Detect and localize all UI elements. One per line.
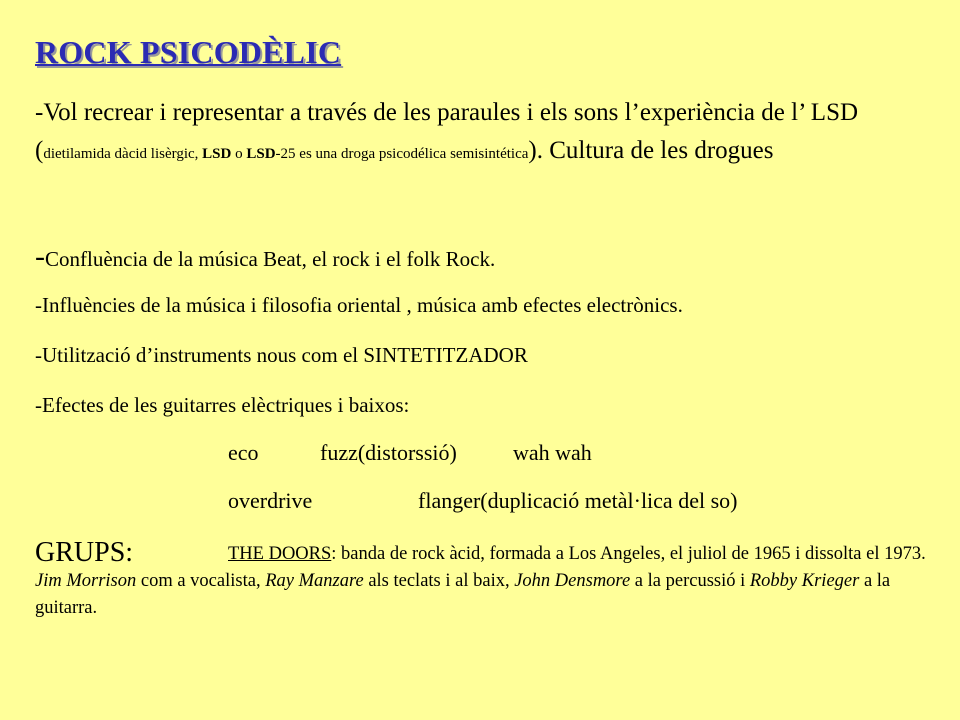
- member-densmore: John Densmore: [514, 571, 631, 591]
- effect-fuzz: fuzz(distorssió): [320, 440, 457, 465]
- bullet-instruments: -Utilització d’instruments nous com el SINTETITZADOR: [35, 343, 528, 367]
- effect-overdrive: overdrive: [228, 488, 313, 513]
- bullet-efectes: -Efectes de les guitarres elèctriques i baixos:: [35, 393, 410, 417]
- band-text-5: a la guitarra.: [35, 571, 891, 618]
- intro-note-lsd-2: LSD: [246, 146, 276, 162]
- member-krieger: Robby Krieger: [749, 571, 860, 591]
- groups-label: GRUPS:: [35, 537, 134, 568]
- groups-paragraph: [35, 541, 935, 622]
- effect-eco: eco: [228, 440, 259, 465]
- intro-text-2: ). Cultura de les drogues: [528, 137, 774, 164]
- band-name: THE DOORS: [228, 544, 332, 564]
- bullet-confluencia: [35, 240, 495, 274]
- bullet-influencies: -Influències de la música i filosofia oriental , música amb efectes electrònics.: [35, 293, 683, 317]
- intro-text-1: -Vol recrear i representar a través de les paraules i els sons l’experiència de l’ LSD (: [35, 99, 859, 164]
- intro-note-2: o: [231, 146, 247, 162]
- bullet-dash: -: [35, 240, 45, 273]
- intro-note-1: dietilamida dàcid lisèrgic,: [43, 146, 203, 162]
- band-text-1: : banda de rock àcid, formada a Los Angeles, el juliol de 1965 i dissolta el 1973.: [331, 544, 926, 564]
- bullet-confluencia-text: Confluència de la música Beat, el rock i el folk Rock.: [45, 247, 496, 271]
- member-morrison: Jim Morrison: [35, 571, 137, 591]
- member-manzare: Ray Manzare: [265, 571, 364, 591]
- intro-paragraph: [35, 94, 925, 173]
- band-text-2: com a vocalista,: [136, 571, 266, 591]
- effect-wahwah: wah wah: [513, 440, 592, 465]
- effect-flanger: flanger(duplicació metàl·lica del so): [418, 488, 738, 513]
- intro-note-3: -25 es una droga psicodélica semisintética: [275, 146, 529, 162]
- intro-note-lsd-1: LSD: [202, 146, 232, 162]
- page-title: ROCK PSICODÈLIC: [35, 34, 342, 70]
- band-text-4: a la percussió i: [630, 571, 750, 591]
- band-text-3: als teclats i al baix,: [363, 571, 515, 591]
